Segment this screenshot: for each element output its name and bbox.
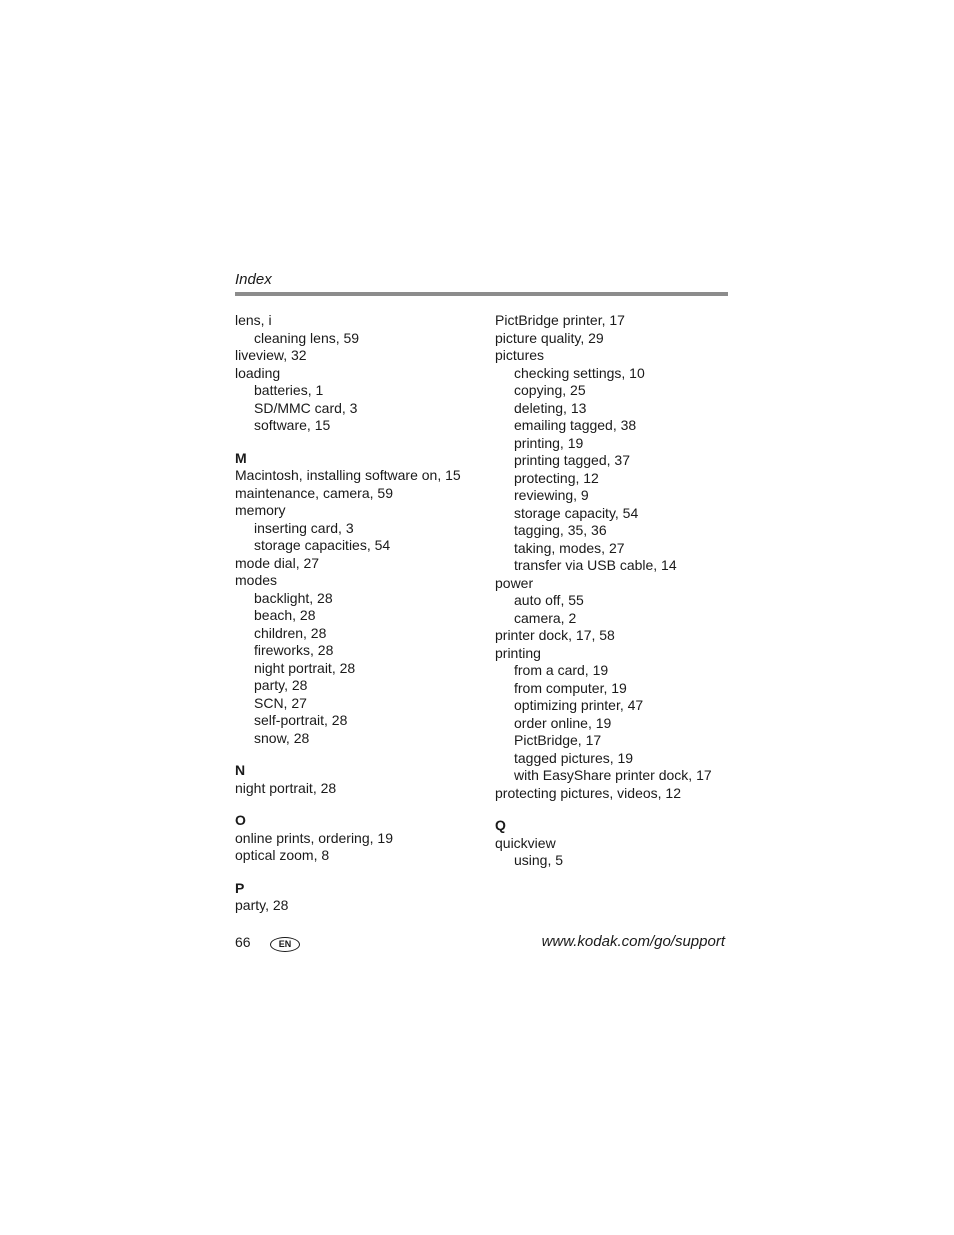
index-subentry: party, 28: [254, 677, 308, 693]
index-subentry: copying, 25: [514, 382, 586, 398]
index-section-letter: N: [235, 762, 246, 778]
index-subentry: transfer via USB cable, 14: [514, 557, 677, 573]
index-subentry: night portrait, 28: [254, 659, 356, 676]
index-entry: pictures: [495, 347, 545, 363]
index-section-letter: O: [235, 812, 246, 828]
index-subentry: printing tagged, 37: [514, 452, 630, 468]
index-subentry: tagging, 35, 36: [514, 522, 607, 538]
index-subentry: reviewing, 9: [514, 487, 589, 503]
index-subentry: inserting card, 3: [254, 519, 354, 536]
index-entry: printer dock, 17, 58: [495, 627, 615, 643]
header-divider: [235, 292, 728, 296]
index-column-left: [235, 312, 485, 915]
index-subentry: auto off, 55: [514, 592, 584, 608]
index-subentry: taking, modes, 27: [514, 539, 625, 556]
index-subentry: with EasyShare printer dock, 17: [514, 767, 712, 783]
index-subentry: printing, 19: [514, 434, 584, 451]
index-entry: optical zoom, 8: [235, 847, 330, 863]
index-subentry: PictBridge, 17: [514, 732, 602, 748]
index-entry: mode dial, 27: [235, 554, 320, 571]
index-subentry: SCN, 27: [254, 694, 307, 711]
index-subentry: protecting, 12: [514, 469, 599, 486]
support-url-link[interactable]: www.kodak.com/go/support: [541, 933, 725, 950]
index-subentry: using, 5: [514, 852, 564, 868]
index-entry: PictBridge printer, 17: [495, 312, 625, 328]
index-subentry: tagged pictures, 19: [514, 749, 634, 766]
index-subentry: from a card, 19: [514, 662, 609, 678]
index-entry: liveview, 32: [235, 347, 307, 363]
index-section-letter: Q: [495, 817, 506, 833]
index-entry: party, 28: [235, 897, 289, 913]
index-subentry: children, 28: [254, 624, 327, 641]
index-subentry: fireworks, 28: [254, 642, 334, 658]
index-subentry: from computer, 19: [514, 679, 627, 696]
index-subentry: software, 15: [254, 417, 331, 433]
index-entry: night portrait, 28: [235, 779, 337, 796]
language-badge-icon: EN: [270, 937, 300, 952]
index-entry: printing: [495, 644, 541, 661]
index-entry: modes: [235, 572, 278, 588]
index-entry: power: [495, 574, 534, 591]
index-column-right: [495, 312, 745, 870]
index-subentry: beach, 28: [254, 607, 316, 623]
index-subentry: optimizing printer, 47: [514, 697, 644, 713]
index-entry: lens, i: [235, 312, 272, 328]
index-entry: Macintosh, installing software on, 15: [235, 467, 461, 483]
index-subentry: deleting, 13: [514, 399, 587, 416]
index-subentry: self-portrait, 28: [254, 712, 348, 728]
index-entry: picture quality, 29: [495, 329, 604, 346]
index-section-letter: P: [235, 879, 245, 896]
index-subentry: cleaning lens, 59: [254, 329, 360, 346]
index-entry: memory: [235, 502, 286, 518]
index-subentry: emailing tagged, 38: [514, 417, 637, 433]
index-subentry: backlight, 28: [254, 589, 333, 606]
index-subentry: storage capacity, 54: [514, 504, 639, 521]
index-entry: maintenance, camera, 59: [235, 484, 393, 501]
page-header-title: Index: [235, 271, 272, 288]
index-subentry: camera, 2: [514, 609, 577, 626]
index-subentry: storage capacities, 54: [254, 537, 391, 553]
page-number: 66: [235, 934, 251, 950]
index-subentry: order online, 19: [514, 714, 612, 731]
index-subentry: SD/MMC card, 3: [254, 399, 358, 416]
index-section-letter: M: [235, 449, 247, 466]
index-subentry: checking settings, 10: [514, 364, 645, 381]
index-subentry: batteries, 1: [254, 382, 324, 398]
index-entry: loading: [235, 364, 281, 381]
index-subentry: snow, 28: [254, 729, 310, 746]
index-entry: quickview: [495, 834, 556, 851]
index-entry: online prints, ordering, 19: [235, 829, 393, 846]
index-entry: protecting pictures, videos, 12: [495, 784, 681, 801]
